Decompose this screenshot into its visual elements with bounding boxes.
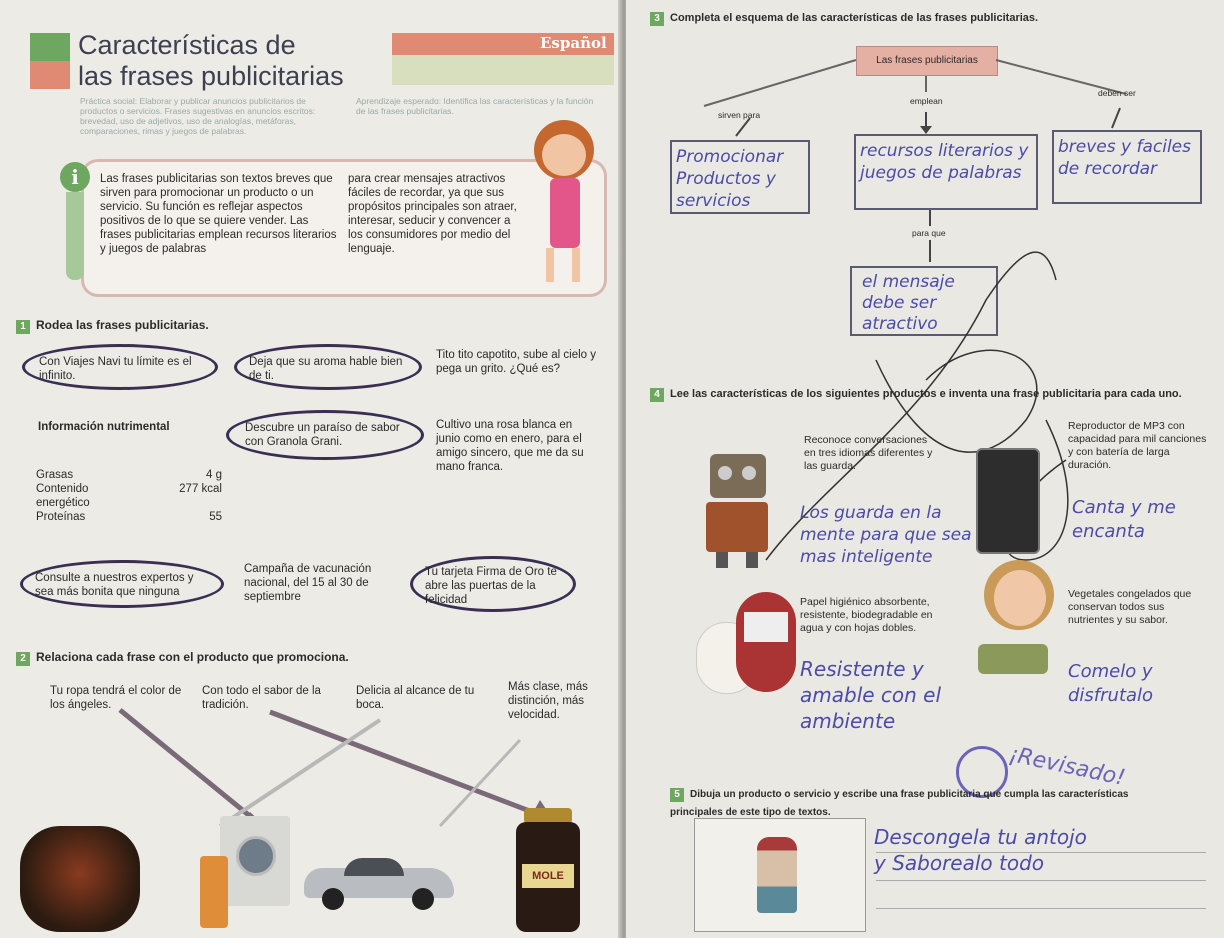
answer-3-text: breves y faciles de recordar (1058, 137, 1191, 179)
info-column-2: para crear mensajes atractivos fáciles de recordar, ya que sus propósitos principales son atraer, interesar, seducir y convencer a los consumidores por medio del lenguaje. (348, 173, 517, 255)
nutrition-label: Proteínas (36, 511, 86, 523)
match-line (120, 710, 262, 826)
girl-illustration (520, 120, 610, 290)
section-1-heading (16, 316, 209, 334)
paper-answer[interactable]: Resistente y amable con el ambiente (800, 657, 942, 733)
vegetables-description: Vegetales congelados que conservan todos sus nutrientes y su sabor. (1068, 588, 1192, 626)
revisado-stamp: ¡Revisado! (1006, 742, 1128, 791)
answer-line (876, 880, 1206, 881)
food-image (20, 826, 140, 932)
header-block-salmon (30, 61, 70, 89)
diagram-root-label: Las frases publicitarias (876, 55, 978, 66)
answer-line (876, 908, 1206, 909)
mp3-description: Reproductor de MP3 con capacidad para mil canciones y con batería de larga duración. (1068, 420, 1207, 471)
section-4-title: Lee las características de los siguientes productos e inventa una frase publicitaria para cada uno. (670, 388, 1182, 400)
section-1-number: 1 (16, 320, 30, 334)
expected-text: Aprendizaje esperado: Identifica las características y la función de las frases publicitarias. (356, 96, 594, 116)
washing-machine-image (200, 816, 292, 928)
section-2-number: 2 (16, 652, 30, 666)
section-5-number: 5 (670, 788, 684, 802)
phrase-2-circled[interactable] (234, 344, 422, 390)
nutrition-label: Contenido energético (36, 483, 90, 509)
phrase-4-circled[interactable] (226, 410, 424, 460)
branch-label-3: deben ser (1098, 88, 1136, 98)
para-que-label: para que (912, 228, 946, 238)
robot-description: Reconoce conversaciones en tres idiomas diferentes y las guarda. (804, 434, 933, 472)
practice-text: Práctica social: Elaborar y publicar anuncios publicitarios de productos o servicios. Frases sugestivas en anuncios escritos: brevedad, uso de adjetivos, uso de analogías, metáforas, comparaciones, rimas y juegos de palabras. (80, 96, 316, 136)
toilet-paper-image (696, 592, 796, 702)
phrase-6-circled[interactable] (20, 560, 224, 608)
paper-description: Papel higiénico absorbente, resistente, biodegradable en agua y con hojas dobles. (800, 596, 933, 634)
section-3-title: Completa el esquema de las características de las frases publicitarias. (670, 12, 1039, 24)
answer-4-text: el mensaje debe ser atractivo (862, 272, 955, 334)
phrase-8: Tu tarjeta Firma de Oro te abre las puertas de la felicidad (425, 566, 557, 606)
info-icon: i (60, 162, 90, 192)
section-5-heading (670, 784, 1150, 820)
title-line-2: las frases publicitarias (78, 61, 344, 91)
mp3-player-image (976, 448, 1040, 554)
jar-label: MOLE (522, 864, 574, 888)
match-phrase-4[interactable]: Más clase, más distinción, más velocidad. (508, 681, 588, 721)
section-4-number: 4 (650, 388, 664, 402)
match-line (220, 720, 380, 826)
section-5-title: Dibuja un producto o servicio y escribe una frase publicitaria que cumpla las características principales de este tipo de textos. (670, 789, 1129, 818)
subject-tag: Español (540, 34, 607, 52)
phrase-6: Consulte a nuestros expertos y sea más bonita que ninguna (35, 572, 194, 598)
section-2-title: Relaciona cada frase con el producto que promociona. (36, 650, 349, 664)
nutrition-table[interactable] (36, 468, 222, 524)
info-icon-tail (66, 192, 84, 280)
robot-answer[interactable]: Los guarda en la mente para que sea mas inteligente (800, 503, 972, 567)
page-title (78, 30, 344, 92)
title-line-1: Características de (78, 30, 296, 60)
phrase-2: Deja que su aroma hable bien de ti. (249, 356, 403, 382)
info-column-1: Las frases publicitarias son textos breves que sirven para promocionar un producto o un servicio. Su función es reflejar aspectos positivos de lo que se quiere vender. Las frases publicitarias emplean recursos literarios y juegos de palabras (100, 173, 337, 255)
subject-tag-bar-light (392, 55, 614, 85)
answer-1-text: Promocionar Productos y servicios (676, 147, 784, 211)
phrase-1-circled[interactable] (22, 344, 218, 390)
phrase-5[interactable]: Cultivo una rosa blanca en junio como en enero, para el amigo sincero, que me da su mano franca. (436, 419, 584, 473)
section-1-title: Rodea las frases publicitarias. (36, 318, 209, 332)
sports-car-image (304, 852, 454, 912)
nutrition-value: 55 (209, 511, 222, 523)
nutrition-value: 277 kcal (179, 483, 222, 495)
phrase-3[interactable]: Tito tito capotito, sube al cielo y pega un grito. ¿Qué es? (436, 349, 597, 375)
phrase-8-circled[interactable] (410, 556, 576, 612)
mp3-answer[interactable]: Canta y me encanta (1072, 497, 1176, 542)
match-phrase-3[interactable]: Delicia al alcance de tu boca. (356, 685, 475, 711)
header-block-green (30, 33, 70, 61)
phrase-1: Con Viajes Navi tu límite es el infinito. (39, 356, 192, 382)
nutrition-label: Grasas (36, 469, 74, 481)
nutrition-value: 4 g (206, 469, 222, 481)
phrase-4: Descubre un paraíso de sabor con Granola Grani. (245, 422, 400, 448)
section-3-number: 3 (650, 12, 664, 26)
vegetables-answer[interactable]: Comelo y disfrutalo (1068, 661, 1154, 706)
answer-2-text: recursos literarios y juegos de palabras (860, 141, 1029, 183)
right-page (626, 0, 1224, 938)
branch-label-2: emplean (910, 96, 943, 106)
branch-label-1: sirven para (718, 110, 761, 120)
mole-jar-image (516, 808, 580, 932)
nutrition-title: Información nutrimental (38, 421, 170, 433)
robot-image (696, 440, 786, 570)
section-2-heading (16, 648, 349, 666)
match-phrase-2[interactable]: Con todo el sabor de la tradición. (202, 685, 321, 711)
girl-eating-image (978, 560, 1058, 690)
drawing-box[interactable] (694, 818, 866, 932)
match-phrase-1[interactable]: Tu ropa tendrá el color de los ángeles. (50, 685, 182, 711)
drawn-product (757, 837, 797, 913)
phrase-7[interactable]: Campaña de vacunación nacional, del 15 al 30 de septiembre (244, 563, 372, 603)
section-5-answer[interactable]: Descongela tu antojo y Saborealo todo (874, 825, 1087, 875)
answer-line (876, 852, 1206, 853)
section-4-heading (650, 384, 1220, 402)
